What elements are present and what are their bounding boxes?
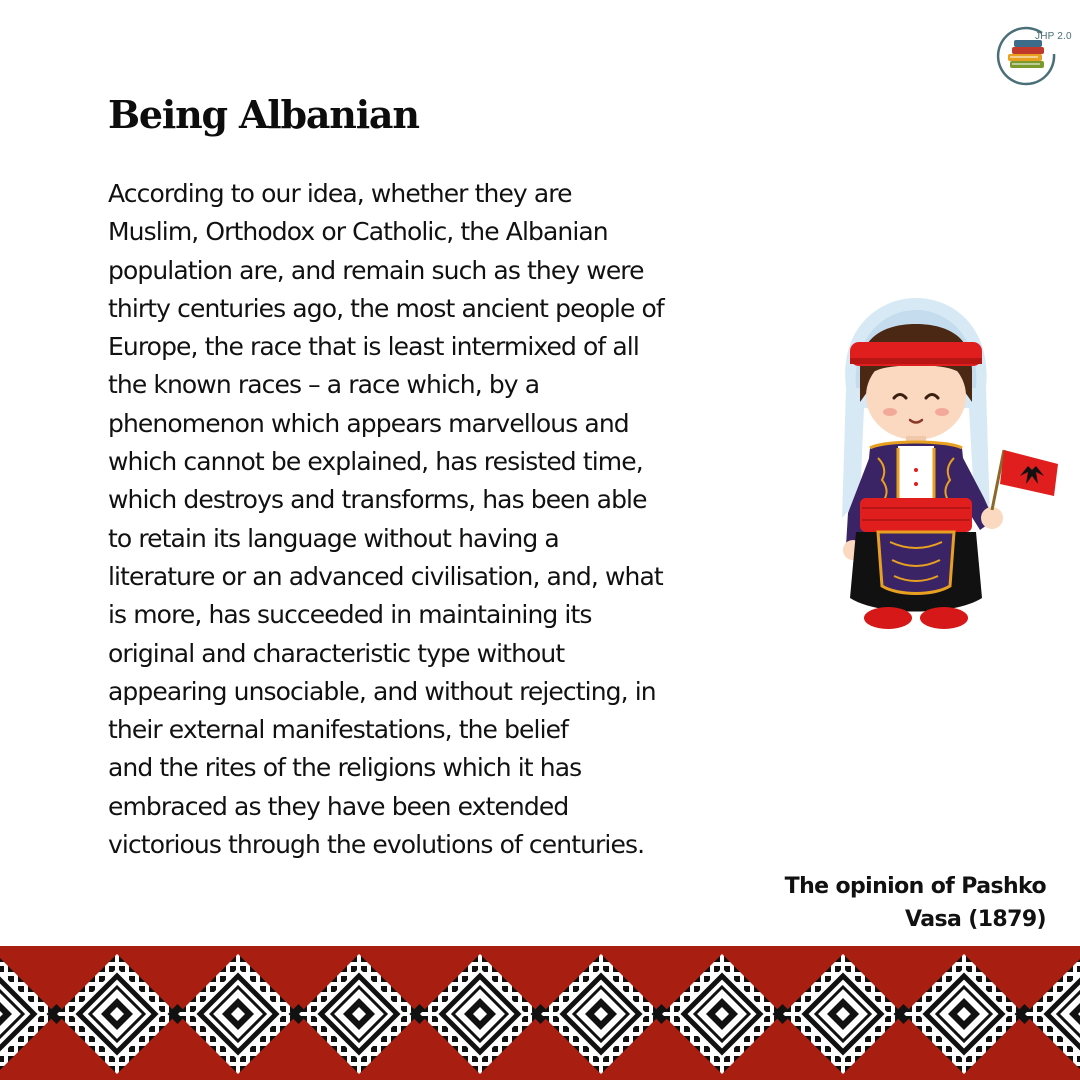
quote-line: embraced as they have been extended bbox=[108, 791, 569, 821]
quote-line: their external manifestations, the belief bbox=[108, 715, 569, 745]
quote-body bbox=[108, 175, 773, 864]
albanian-girl-with-flag-icon bbox=[834, 298, 1070, 638]
quote-line: appearing unsociable, and without rejecting, in bbox=[108, 676, 656, 706]
quote-line: the known races – a race which, by a bbox=[108, 370, 540, 400]
logo-label: JHP 2.0 bbox=[1035, 31, 1072, 42]
attribution-line-1: The opinion of Pashko bbox=[784, 874, 1046, 899]
albanian-girl-illustration bbox=[834, 298, 1070, 638]
quote-line: which destroys and transforms, has been able bbox=[108, 485, 647, 515]
attribution-line-2: Vasa (1879) bbox=[904, 907, 1046, 932]
page-title: Being Albanian bbox=[108, 92, 419, 137]
quote-line: According to our idea, whether they are bbox=[108, 179, 572, 208]
quote-line: phenomenon which appears marvellous and bbox=[108, 408, 629, 438]
quote-line: thirty centuries ago, the most ancient people of bbox=[108, 293, 664, 323]
attribution bbox=[785, 870, 1046, 936]
decorative-border bbox=[0, 946, 1080, 1080]
quote-line: which cannot be explained, has resisted time, bbox=[108, 447, 643, 477]
quote-line: is more, has succeeded in maintaining its bbox=[108, 600, 592, 630]
quote-line: victorious through the evolutions of centuries. bbox=[108, 830, 645, 860]
quote-line: Europe, the race that is least intermixed of all bbox=[108, 332, 639, 362]
quote-line: and the rites of the religions which it has bbox=[108, 753, 582, 783]
quote-line: literature or an advanced civilisation, and, what bbox=[108, 561, 663, 591]
quote-line: original and characteristic type without bbox=[108, 638, 565, 668]
quote-line: Muslim, Orthodox or Catholic, the Albanian bbox=[108, 217, 608, 247]
albanian-pattern-border bbox=[0, 946, 1080, 1080]
quote-line: to retain its language without having a bbox=[108, 523, 559, 553]
quote-line: population are, and remain such as they were bbox=[108, 255, 644, 285]
